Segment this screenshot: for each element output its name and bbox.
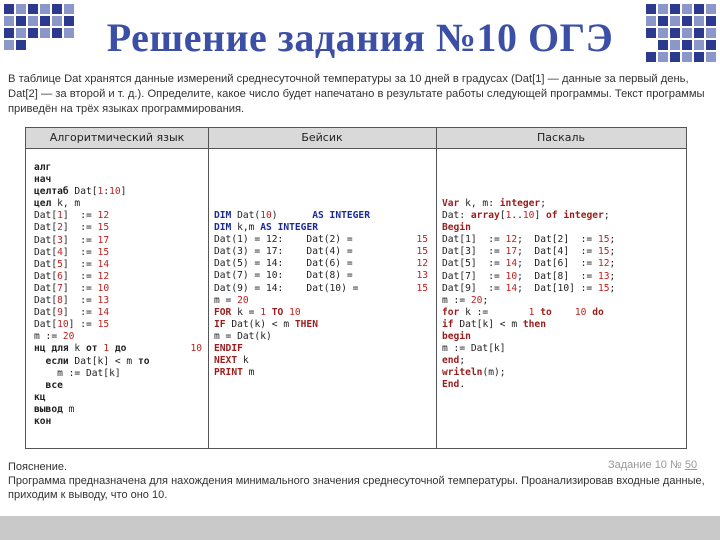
- footer-bar: [0, 516, 720, 540]
- column-divider: [208, 128, 209, 448]
- code-line: [34, 259, 206, 271]
- code-token: ENDIF: [214, 343, 243, 355]
- code-line: [34, 174, 206, 186]
- code-line: [442, 343, 682, 355]
- code-token: Dat[: [34, 246, 58, 258]
- header-pascal: Паскаль: [537, 131, 585, 144]
- header-basic: Бейсик: [301, 131, 343, 144]
- code-line: [34, 235, 206, 247]
- code-token: 1: [505, 210, 512, 222]
- code-token: 7: [57, 282, 63, 294]
- code-token: Dat(: [231, 210, 261, 221]
- code-token: 14: [505, 282, 518, 294]
- code-token: ; Dat[2] :=: [517, 234, 598, 246]
- code-token: m: [242, 367, 255, 379]
- code-line: [34, 222, 206, 234]
- code-token: 10: [505, 270, 518, 282]
- code-token: Dat[: [34, 307, 58, 319]
- code-token: 17: [505, 246, 518, 258]
- code-right-value: 15: [416, 282, 428, 294]
- code-token: Dat[: [68, 186, 98, 198]
- code-token: 13: [97, 295, 110, 307]
- code-line: [34, 283, 206, 295]
- code-token: m :=: [442, 294, 471, 306]
- code-line: [214, 210, 432, 222]
- code-token: 15: [597, 234, 610, 246]
- code-token: 1: [97, 186, 104, 198]
- code-token: 1: [260, 306, 266, 318]
- code-token: Dat[5] :=: [442, 258, 506, 270]
- code-token: ;: [459, 355, 466, 367]
- code-token: 12: [597, 258, 610, 270]
- explanation-text: Программа предназначена для нахождения минимального значения среднесуточной температуры. Проанализировав входные данные, приходим к выводу, что оно 10.: [8, 475, 705, 501]
- code-line: [214, 258, 432, 270]
- code-token: Dat(7) = 10: Dat(8) =: [214, 270, 353, 282]
- code-token: 13: [597, 270, 610, 282]
- code-line: [34, 416, 206, 428]
- code-token: array: [470, 210, 500, 222]
- code-token: AS: [260, 222, 272, 234]
- code-token: ;: [609, 246, 616, 258]
- code-line: [442, 355, 682, 367]
- code-token: если: [34, 355, 69, 367]
- code-token: ] :=: [68, 319, 98, 331]
- code-token: 15: [97, 246, 110, 258]
- code-line: [214, 246, 432, 258]
- code-token: ]: [120, 186, 127, 198]
- code-token: of: [546, 210, 558, 222]
- code-token: 10: [289, 306, 301, 318]
- code-token: Begin: [442, 222, 471, 234]
- code-token: 20: [237, 294, 249, 306]
- code-token: Dat(9) = 14: Dat(10) =: [214, 282, 359, 294]
- code-token: 10: [97, 282, 110, 294]
- code-line: [214, 343, 432, 355]
- code-line: [214, 367, 432, 379]
- code-token: 10: [57, 319, 69, 331]
- decor-square: [40, 4, 50, 14]
- code-token: 15: [597, 282, 610, 294]
- code-token: to: [540, 306, 552, 318]
- code-token: ;: [482, 294, 489, 306]
- code-token: ..: [511, 210, 523, 222]
- code-token: ;: [609, 282, 616, 294]
- code-token: Var: [442, 198, 460, 209]
- code-line: [214, 331, 432, 343]
- code-token: ] :=: [62, 246, 98, 258]
- code-token: ; Dat[6] :=: [517, 258, 598, 270]
- code-token: нач: [34, 174, 52, 186]
- code-token: 20: [470, 294, 483, 306]
- code-token: integer: [499, 198, 541, 209]
- code-token: алг: [34, 162, 52, 173]
- code-token: Dat(1) = 12: Dat(2) =: [214, 234, 353, 246]
- code-line: [214, 270, 432, 282]
- code-table: [25, 127, 687, 449]
- code-token: 15: [597, 246, 610, 258]
- code-token: Dat[1] :=: [442, 234, 506, 246]
- code-line: [34, 356, 206, 368]
- code-token: ;: [609, 270, 616, 282]
- code-token: 4: [57, 246, 63, 258]
- code-line: [442, 246, 682, 258]
- code-token: [: [499, 210, 506, 222]
- code-line: [34, 162, 206, 174]
- code-token: Dat(3) = 17: Dat(4) =: [214, 246, 353, 258]
- task-ref-link[interactable]: 50: [684, 459, 698, 471]
- code-token: Dat[: [34, 270, 58, 282]
- code-token: PRINT: [214, 367, 243, 379]
- code-token: AS INTEGER: [312, 210, 370, 221]
- decor-square: [706, 4, 716, 14]
- code-token: ;: [603, 210, 610, 222]
- code-line: [34, 331, 206, 343]
- code-token: m := Dat[k]: [442, 343, 506, 355]
- code-token: for: [442, 306, 460, 318]
- explanation-title: Пояснение.: [8, 461, 68, 473]
- code-token: ] :=: [62, 234, 98, 246]
- code-token: End: [442, 379, 460, 391]
- code-token: Dat[7] :=: [442, 270, 506, 282]
- decor-square: [646, 4, 656, 14]
- code-token: m =: [214, 294, 238, 306]
- code-token: DIM: [214, 222, 232, 234]
- code-token: ;: [540, 198, 546, 209]
- code-right-value: 10: [190, 343, 202, 355]
- code-token: ] :=: [62, 222, 98, 234]
- code-token: нц для: [34, 343, 69, 355]
- code-token: Dat[: [34, 319, 58, 331]
- basic-code: [214, 210, 432, 379]
- code-line: [442, 319, 682, 331]
- decor-square: [694, 4, 704, 14]
- decor-square: [64, 4, 74, 14]
- code-line: [442, 258, 682, 270]
- code-line: [34, 368, 206, 380]
- code-token: end: [442, 355, 460, 367]
- table-header-row: [26, 128, 686, 149]
- code-token: кц: [34, 391, 46, 403]
- decor-square: [28, 4, 38, 14]
- decor-square: [658, 4, 668, 14]
- code-token: 12: [97, 270, 110, 282]
- decor-square: [52, 4, 62, 14]
- code-token: k,m: [231, 222, 261, 234]
- code-token: ;: [609, 234, 616, 246]
- code-token: k :=: [459, 306, 494, 318]
- code-token: ] :=: [62, 258, 98, 270]
- code-token: INTEGER: [277, 222, 318, 234]
- code-token: ] :=: [62, 270, 98, 282]
- code-token: 15: [97, 319, 110, 331]
- code-token: 1: [493, 306, 535, 318]
- code-token: 14: [505, 258, 518, 270]
- code-token: 10: [574, 306, 587, 318]
- code-line: [442, 331, 682, 343]
- code-token: ] :=: [62, 210, 98, 222]
- code-line: [214, 307, 432, 319]
- code-line: [214, 295, 432, 307]
- code-token: m := Dat[k]: [34, 367, 121, 379]
- code-line: [214, 319, 432, 331]
- code-right-value: 15: [416, 234, 428, 246]
- code-token: ] :=: [62, 307, 98, 319]
- code-token: 5: [57, 258, 63, 270]
- code-line: [214, 283, 432, 295]
- code-token: то: [137, 355, 150, 367]
- code-line: [34, 295, 206, 307]
- code-token: TO: [271, 306, 284, 318]
- code-token: 2: [57, 222, 63, 234]
- code-line: [442, 222, 682, 234]
- code-token: 10: [109, 186, 121, 198]
- code-line: [34, 404, 206, 416]
- code-token: целтаб: [34, 186, 69, 198]
- code-token: ; Dat[4] :=: [517, 246, 598, 258]
- code-token: Dat[: [34, 234, 58, 246]
- code-token: цел: [34, 198, 52, 210]
- code-line: [214, 222, 432, 234]
- code-token: до: [114, 343, 127, 355]
- code-token: ; Dat[8] :=: [517, 270, 598, 282]
- code-token: 15: [97, 222, 110, 234]
- code-token: Dat[k] < m: [68, 355, 138, 367]
- code-token: NEXT: [214, 355, 238, 367]
- code-line: [34, 247, 206, 259]
- code-token: THEN: [294, 318, 318, 330]
- code-line: [34, 343, 206, 355]
- code-line: [442, 234, 682, 246]
- code-token: все: [34, 379, 63, 391]
- code-right-value: 13: [416, 270, 428, 282]
- code-token: ): [271, 210, 313, 221]
- code-right-value: 12: [416, 258, 428, 270]
- code-token: 3: [57, 234, 63, 246]
- decor-square: [16, 4, 26, 14]
- code-token: ;: [609, 258, 616, 270]
- pascal-code: [442, 198, 682, 392]
- code-token: 8: [57, 295, 63, 307]
- code-line: [442, 295, 682, 307]
- code-line: [34, 392, 206, 404]
- code-token: .: [459, 379, 466, 391]
- code-token: :: [103, 186, 110, 198]
- code-token: 1: [103, 343, 110, 355]
- code-token: k: [68, 343, 86, 355]
- code-token: if: [442, 318, 454, 330]
- code-token: вывод: [34, 403, 63, 415]
- code-token: do: [592, 306, 604, 318]
- code-token: begin: [442, 331, 471, 343]
- code-token: k: [237, 355, 249, 367]
- algo-code: [34, 162, 206, 428]
- code-line: [442, 367, 682, 379]
- decor-square: [682, 4, 692, 14]
- code-right-value: 15: [416, 246, 428, 258]
- header-algo: Алгоритмический язык: [49, 131, 185, 144]
- code-token: Dat[: [34, 210, 58, 222]
- code-line: [34, 271, 206, 283]
- code-token: m: [62, 403, 75, 415]
- code-line: [34, 319, 206, 331]
- code-token: Dat[: [34, 258, 58, 270]
- code-token: Dat(k) < m: [225, 318, 295, 330]
- code-token: 12: [505, 234, 518, 246]
- code-token: FOR: [214, 306, 232, 318]
- code-token: 10: [522, 210, 535, 222]
- code-line: [442, 198, 682, 210]
- code-token: Dat[: [34, 295, 58, 307]
- intro-text: В таблице Dat хранятся данные измерений среднесуточной температуры за 10 дней в градусах (Dat[1] — данные за первый день, Dat[2] — за второй и т. д.). Определите, какое число будет напечатано в результате работы следующей программы. Текст программы приведён на трёх языках программирования.: [8, 73, 705, 115]
- code-token: [552, 307, 575, 318]
- code-token: от: [85, 343, 98, 355]
- code-token: 17: [97, 234, 110, 246]
- code-token: 14: [97, 307, 110, 319]
- code-token: then: [522, 318, 546, 330]
- code-token: m = Dat(k): [214, 330, 272, 342]
- code-line: [34, 380, 206, 392]
- code-token: Dat:: [442, 210, 471, 222]
- code-token: ]: [534, 210, 547, 222]
- code-token: 12: [97, 210, 110, 222]
- code-line: [442, 379, 682, 391]
- code-token: кон: [34, 415, 52, 427]
- code-token: 10: [260, 210, 272, 221]
- code-line: [442, 283, 682, 295]
- code-token: Dat[: [34, 282, 58, 294]
- code-token: integer: [563, 210, 604, 222]
- code-token: 6: [57, 270, 63, 282]
- page-title: Решение задания №10 ОГЭ: [106, 15, 614, 60]
- explanation: [8, 460, 712, 502]
- code-token: ] :=: [62, 282, 98, 294]
- code-line: [34, 186, 206, 198]
- column-divider: [436, 128, 437, 448]
- code-line: [442, 307, 682, 319]
- code-token: k =: [231, 306, 261, 318]
- code-token: (m);: [482, 367, 506, 379]
- code-line: [34, 210, 206, 222]
- code-token: Dat[k] < m: [453, 318, 523, 330]
- code-line: [442, 210, 682, 222]
- code-line: [214, 355, 432, 367]
- code-token: 20: [62, 331, 75, 343]
- header: [0, 0, 720, 68]
- code-token: 14: [97, 258, 110, 270]
- decor-square: [670, 4, 680, 14]
- code-token: k, m:: [459, 198, 500, 209]
- code-line: [214, 234, 432, 246]
- code-token: k, m: [51, 198, 81, 210]
- code-token: IF: [214, 318, 226, 330]
- code-token: ] :=: [62, 295, 98, 307]
- code-token: ; Dat[10] :=: [517, 282, 598, 294]
- code-line: [442, 271, 682, 283]
- code-token: 1: [57, 210, 63, 222]
- code-token: DIM: [214, 210, 232, 221]
- task-ref-prefix: Задание 10 №: [608, 459, 685, 471]
- decor-square: [4, 4, 14, 14]
- code-token: 9: [57, 307, 63, 319]
- code-token: Dat[3] :=: [442, 246, 506, 258]
- code-token: Dat(5) = 14: Dat(6) =: [214, 258, 353, 270]
- code-line: [34, 307, 206, 319]
- code-token: writeln: [442, 367, 483, 379]
- code-token: Dat[: [34, 222, 58, 234]
- code-token: Dat[9] :=: [442, 282, 506, 294]
- code-line: [34, 198, 206, 210]
- code-token: m :=: [34, 331, 63, 343]
